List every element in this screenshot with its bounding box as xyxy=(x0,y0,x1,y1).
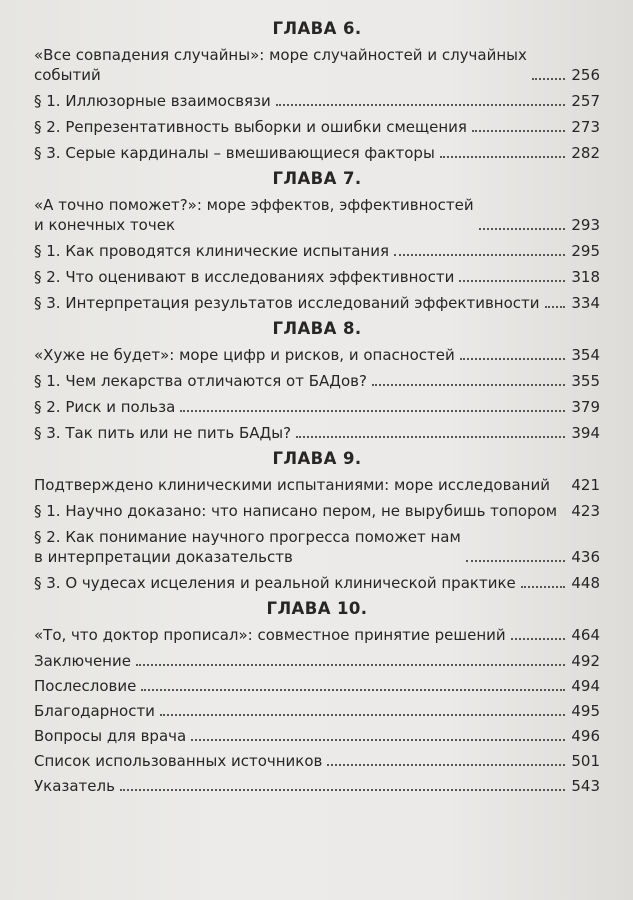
entry-page-number: 496 xyxy=(571,727,600,745)
dot-leader xyxy=(120,789,565,791)
entry-title: Список использованных источников xyxy=(34,752,323,770)
dot-leader xyxy=(296,436,565,438)
dot-leader xyxy=(472,130,565,132)
dot-leader xyxy=(532,78,565,80)
toc-entry xyxy=(34,501,600,521)
entry-page-number: 257 xyxy=(571,92,600,110)
chapter-title: ГЛАВА 8. xyxy=(272,319,362,338)
toc-entry xyxy=(34,143,600,163)
toc-entry xyxy=(34,45,600,85)
entry-page-number: 256 xyxy=(571,66,600,84)
entry-page-number: 423 xyxy=(571,502,600,520)
entry-title: «То, что доктор прописал»: совместное принятие решений xyxy=(34,626,506,644)
chapter-title: ГЛАВА 9. xyxy=(272,449,362,468)
entry-title: § 3. О чудесах исцеления и реальной клинической практике xyxy=(34,574,516,592)
toc-entry xyxy=(34,726,600,746)
dot-leader xyxy=(552,488,568,490)
entry-title: § 3. Интерпретация результатов исследований эффективности xyxy=(34,294,540,312)
dot-leader xyxy=(440,156,565,158)
entry-page-number: 295 xyxy=(571,242,600,260)
entry-title: «Все совпадения случайны»: море случайностей и случайных событий xyxy=(34,46,527,84)
chapter-8 xyxy=(34,319,600,443)
dot-leader xyxy=(394,254,565,256)
back-matter xyxy=(34,651,600,796)
entry-title: § 2. Как понимание научного прогресса поможет нам в интерпретации доказательств xyxy=(34,528,461,566)
entry-page-number: 436 xyxy=(571,548,600,566)
entry-title: § 2. Что оценивают в исследованиях эффективности xyxy=(34,268,455,286)
entry-title: § 1. Чем лекарства отличаются от БАДов? xyxy=(34,372,367,390)
dot-leader xyxy=(160,714,565,716)
entry-page-number: 501 xyxy=(571,752,600,770)
toc-entry xyxy=(34,573,600,593)
toc-entry xyxy=(34,751,600,771)
dot-leader xyxy=(136,664,565,666)
dot-leader xyxy=(180,410,565,412)
dot-leader xyxy=(511,638,565,640)
entry-title: § 1. Научно доказано: что написано пером, не вырубишь топором xyxy=(34,502,558,520)
entry-title: «А точно поможет?»: море эффектов, эффективностей и конечных точек xyxy=(34,196,474,234)
entry-page-number: 394 xyxy=(571,424,600,442)
chapter-10 xyxy=(34,599,600,645)
chapter-7 xyxy=(34,169,600,313)
dot-leader xyxy=(191,739,565,741)
toc-entry xyxy=(34,91,600,111)
toc-entry xyxy=(34,397,600,417)
entry-title: § 2. Репрезентативность выборки и ошибки смещения xyxy=(34,118,467,136)
dot-leader xyxy=(372,384,565,386)
entry-title: Послесловие xyxy=(34,677,137,695)
entry-page-number: 379 xyxy=(571,398,600,416)
toc-entry xyxy=(34,293,600,313)
dot-leader xyxy=(459,280,565,282)
dot-leader xyxy=(141,689,565,691)
entry-page-number: 318 xyxy=(571,268,600,286)
dot-leader xyxy=(327,764,565,766)
dot-leader xyxy=(460,358,565,360)
chapter-9 xyxy=(34,449,600,593)
entry-title: Указатель xyxy=(34,777,115,795)
entry-title: § 1. Как проводятся клинические испытания xyxy=(34,242,389,260)
toc-entry xyxy=(34,195,600,235)
entry-page-number: 293 xyxy=(571,216,600,234)
entry-page-number: 354 xyxy=(571,346,600,364)
dot-leader xyxy=(545,306,565,308)
entry-title: Заключение xyxy=(34,652,131,670)
dot-leader xyxy=(559,514,568,516)
entry-page-number: 492 xyxy=(571,652,600,670)
entry-title: § 2. Риск и польза xyxy=(34,398,176,416)
chapter-title: ГЛАВА 10. xyxy=(266,599,368,618)
chapter-6 xyxy=(34,19,600,163)
entry-title: Благодарности xyxy=(34,702,155,720)
toc-entry xyxy=(34,527,600,567)
entry-title: Вопросы для врача xyxy=(34,727,187,745)
entry-title: § 3. Серые кардиналы – вмешивающиеся факторы xyxy=(34,144,435,162)
entry-title: § 3. Так пить или не пить БАДы? xyxy=(34,424,292,442)
table-of-contents xyxy=(34,14,600,801)
toc-entry xyxy=(34,676,600,696)
dot-leader xyxy=(276,104,565,106)
entry-title: § 1. Иллюзорные взаимосвязи xyxy=(34,92,271,110)
toc-entry xyxy=(34,345,600,365)
toc-entry xyxy=(34,625,600,645)
toc-entry xyxy=(34,776,600,796)
toc-entry xyxy=(34,241,600,261)
entry-page-number: 543 xyxy=(571,777,600,795)
entry-page-number: 464 xyxy=(571,626,600,644)
entry-title: Подтверждено клиническими испытаниями: море исследований xyxy=(34,476,550,494)
toc-entry xyxy=(34,475,600,495)
dot-leader xyxy=(466,560,565,562)
entry-page-number: 355 xyxy=(571,372,600,390)
toc-entry xyxy=(34,423,600,443)
toc-entry xyxy=(34,371,600,391)
entry-page-number: 448 xyxy=(571,574,600,592)
toc-entry xyxy=(34,701,600,721)
dot-leader xyxy=(521,586,565,588)
entry-page-number: 421 xyxy=(571,476,600,494)
entry-page-number: 334 xyxy=(571,294,600,312)
entry-page-number: 495 xyxy=(571,702,600,720)
entry-title: «Хуже не будет»: море цифр и рисков, и опасностей xyxy=(34,346,455,364)
toc-entry xyxy=(34,651,600,671)
entry-page-number: 273 xyxy=(571,118,600,136)
chapter-title: ГЛАВА 6. xyxy=(272,19,362,38)
chapter-title: ГЛАВА 7. xyxy=(272,169,362,188)
toc-entry xyxy=(34,117,600,137)
dot-leader xyxy=(479,228,565,230)
entry-page-number: 494 xyxy=(571,677,600,695)
toc-entry xyxy=(34,267,600,287)
entry-page-number: 282 xyxy=(571,144,600,162)
